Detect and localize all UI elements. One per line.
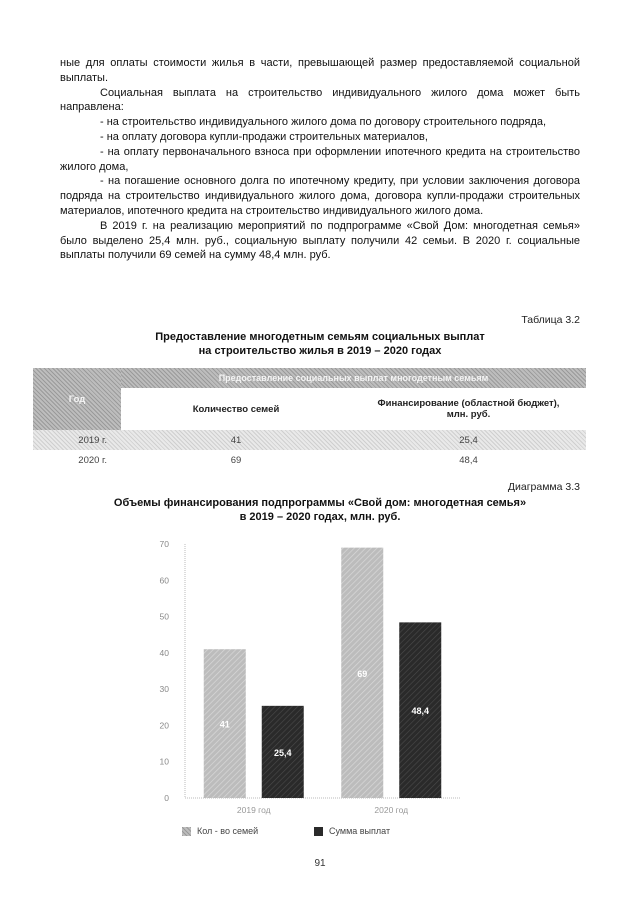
- legend-label: Сумма выплат: [329, 826, 391, 836]
- table-header-year: Год: [33, 368, 121, 430]
- table-title-line: Предоставление многодетным семьям социальных выплат: [155, 331, 485, 343]
- table-cell-year: 2020 г.: [78, 454, 107, 466]
- table-cell-year: 2019 г.: [78, 434, 107, 446]
- table-header-group: Предоставление социальных выплат многодетным семьям: [121, 368, 586, 388]
- list-item: - на погашение основного долга по ипотечному кредиту, при условии заключения договора подряда на строительство индивидуального жилого дома, договора купли-продажи строительных материалов, ипотечного кредита на строительство индивидуального жилого дома.: [60, 175, 580, 217]
- table-row: [33, 450, 586, 470]
- legend-swatch: [314, 827, 323, 836]
- diagram-title: [60, 496, 580, 524]
- table-header-funding-line: млн. руб.: [446, 409, 491, 420]
- table-header-families: Количество семей: [121, 388, 351, 430]
- list-item: - на оплату договора купли-продажи строительных материалов,: [100, 130, 428, 143]
- table-header-funding: [351, 388, 586, 430]
- paragraph: В 2019 г. на реализацию мероприятий по подпрограмме «Свой Дом: многодетная семья» было выделено 25,4 млн. руб., социальную выплату получили 42 семьи. В 2020 г. социальные выплаты получили 69 семей на сумму 48,4 млн. руб.: [60, 219, 580, 262]
- legend-swatch: [182, 827, 191, 836]
- diagram-title-line: в 2019 – 2020 годах, млн. руб.: [239, 511, 401, 523]
- diagram-label: Диаграмма 3.3: [507, 481, 580, 493]
- bar-data-label: 41: [219, 719, 230, 730]
- page-number: 91: [314, 858, 326, 869]
- y-tick-label: 40: [159, 647, 169, 658]
- legend-label: Кол - во семей: [197, 826, 259, 836]
- y-tick-label: 50: [159, 611, 169, 622]
- table-cell-funding: 25,4: [459, 434, 478, 446]
- y-tick-label: 30: [159, 684, 169, 695]
- body-text: [60, 56, 580, 263]
- y-tick-label: 10: [159, 756, 169, 767]
- y-tick-label: 70: [159, 539, 169, 549]
- table-title: [60, 330, 580, 358]
- table-header-funding-line: Финансирование (областной бюджет),: [377, 398, 560, 409]
- x-tick-label: 2020 год: [374, 805, 409, 815]
- y-tick-label: 20: [159, 720, 169, 731]
- paragraph: ные для оплаты стоимости жилья в части, превышающей размер предоставляемой социальной выплаты.: [60, 57, 580, 84]
- x-tick-label: 2019 год: [236, 805, 271, 815]
- table-cell-funding: 48,4: [459, 454, 478, 466]
- table-cell-families: 41: [230, 434, 242, 446]
- list-item: - на оплату первоначального взноса при оформлении ипотечного кредита на строительство жилого дома,: [60, 145, 580, 173]
- bar-data-label: 69: [357, 668, 368, 679]
- y-tick-label: 60: [159, 575, 169, 586]
- bar-data-label: 25,4: [273, 747, 292, 758]
- table-label: Таблица 3.2: [521, 314, 580, 326]
- legend-item: [314, 826, 390, 836]
- paragraph: Социальная выплата на строительство индивидуального жилого дома может быть направлена:: [60, 86, 580, 114]
- data-table: [33, 368, 586, 470]
- bar-chart: [125, 528, 485, 823]
- table-row: [33, 430, 586, 450]
- table-title-line: на строительство жилья в 2019 – 2020 годах: [198, 345, 442, 357]
- table-cell-families: 69: [230, 454, 242, 466]
- legend-item: [182, 826, 258, 836]
- list-item: - на строительство индивидуального жилого дома по договору строительного подряда,: [100, 116, 547, 129]
- y-tick-label: 0: [164, 793, 169, 803]
- bar-data-label: 48,4: [411, 706, 430, 717]
- diagram-title-line: Объемы финансирования подпрограммы «Свой дом: многодетная семья»: [113, 497, 527, 509]
